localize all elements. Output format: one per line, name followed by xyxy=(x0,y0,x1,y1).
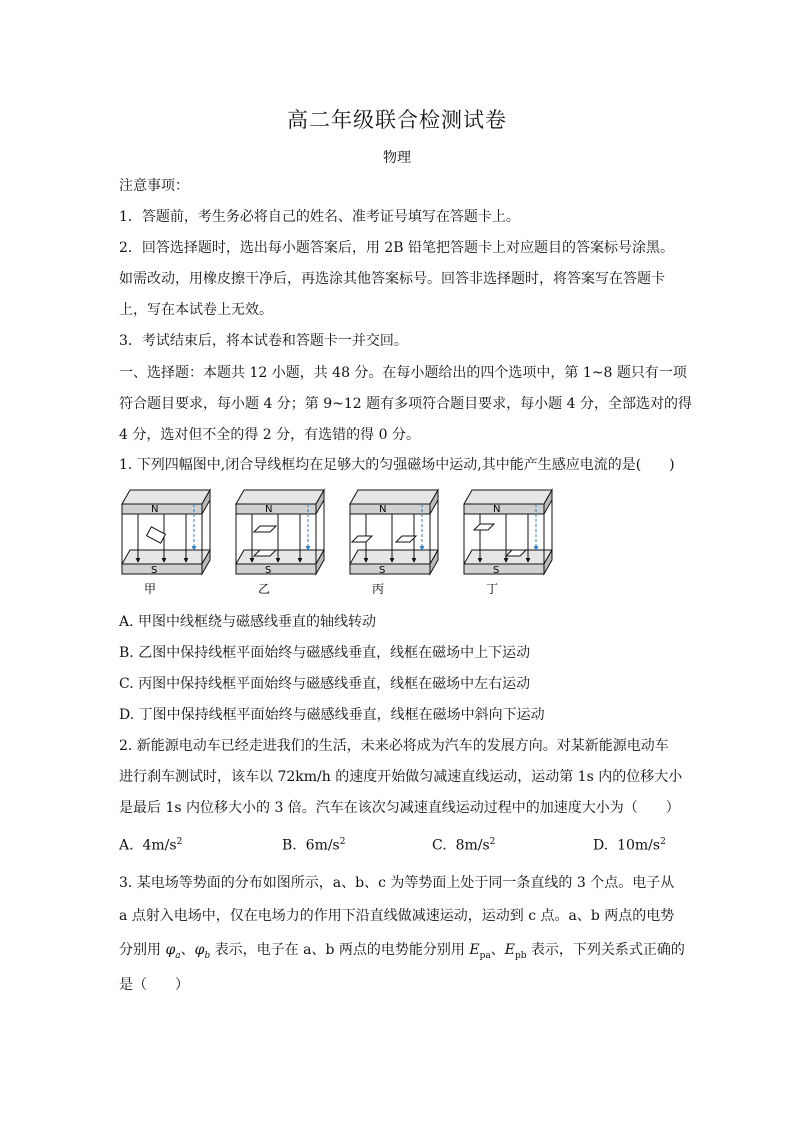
figure-caption: 丙 xyxy=(372,582,385,596)
question-3-stem: 分别用 $\varphi_a$、$\varphi_b$ 表示，电子在 a、b 两点的电势能分别用 $E_{pa}$、$E_{pb}$ 表示，下列关系式正确的 xyxy=(119,942,685,961)
q1-option-d: D. 丁图中保持线框平面始终与磁感线垂直，线框在磁场中斜向下运动 xyxy=(119,707,545,723)
pole-s-label: S xyxy=(379,565,386,576)
question-1-stem: 1. 下列四幅图中,闭合导线框均在足够大的匀强磁场中运动,其中能产生感应电流的是( ) xyxy=(119,457,675,473)
q2-option-b: B. $6m/s^2$ xyxy=(282,837,346,854)
pole-n-label: N xyxy=(493,504,501,515)
question-3-stem: 3. 某电场等势面的分布如图所示，a、b、c 为等势面上处于同一条直线的 3 个点。电子从 xyxy=(119,875,675,891)
pole-s-label: S xyxy=(265,565,272,576)
notice-item: 如需改动，用橡皮擦干净后，再选涂其他答案标号。回答非选择题时，将答案写在答题卡 xyxy=(119,271,665,287)
subject-label: 物理 xyxy=(383,150,411,166)
q2-option-c: C. $8m/s^2$ xyxy=(432,837,496,854)
question-2-stem: 进行刹车测试时，该车以 72km/h 的速度开始做匀减速直线运动，运动第 1s 内的位移大小 xyxy=(119,769,683,785)
section-instructions: 符合题目要求，每小题 4 分；第 9~12 题有多项符合题目要求，每小题 4 分，全部选对的得 xyxy=(119,396,692,412)
figure-ding xyxy=(464,490,552,596)
pole-s-label: S xyxy=(493,565,500,576)
pole-n-label: N xyxy=(265,504,273,515)
question-2-stem: 2. 新能源电动车已经走进我们的生活，未来必将成为汽车的发展方向。对某新能源电动车 xyxy=(119,738,669,754)
figure-bing xyxy=(350,490,438,596)
q1-option-a: A. 甲图中线框绕与磁感线垂直的轴线转动 xyxy=(119,614,377,630)
figure-yi xyxy=(236,490,324,596)
q2-option-d: D. $10m/s^2$ xyxy=(593,837,666,854)
figure-caption: 甲 xyxy=(144,582,157,596)
figure-caption: 丁 xyxy=(486,582,499,596)
q1-option-c: C. 丙图中保持线框平面始终与磁感线垂直，线框在磁场中左右运动 xyxy=(119,676,531,692)
notice-item: 上，写在本试卷上无效。 xyxy=(119,302,273,318)
notice-item: 2．回答选择题时，选出每小题答案后，用 2B 铅笔把答题卡上对应题目的答案标号涂黑。 xyxy=(119,240,675,256)
question-3-stem: 是（ ） xyxy=(119,977,189,993)
notice-heading: 注意事项： xyxy=(119,178,189,194)
q2-options xyxy=(119,837,679,859)
q2-option-a: A. $4m/s^2$ xyxy=(119,837,183,854)
figure-caption: 乙 xyxy=(258,582,271,596)
q1-magnet-figure xyxy=(118,484,558,599)
question-2-stem: 是最后 1s 内位移大小的 3 倍。汽车在该次匀减速直线运动过程中的加速度大小为（ ） xyxy=(119,800,680,816)
notice-item: 1．答题前，考生务必将自己的姓名、准考证号填写在答题卡上。 xyxy=(119,209,520,225)
pole-n-label: N xyxy=(151,504,159,515)
page-title: 高二年级联合检测试卷 xyxy=(287,108,507,132)
section-instructions: 4 分，选对但不全的得 2 分，有选错的得 0 分。 xyxy=(119,427,420,443)
section-instructions: 一、选择题：本题共 12 小题，共 48 分。在每小题给出的四个选项中，第 1~8 题只有一项 xyxy=(119,365,687,381)
notice-item: 3．考试结束后，将本试卷和答题卡一并交回。 xyxy=(119,333,408,349)
figure-jia xyxy=(122,490,210,596)
pole-s-label: S xyxy=(151,565,158,576)
question-3-stem: a 点射入电场中，仅在电场力的作用下沿直线做减速运动，运动到 c 点。a、b 两点的电势 xyxy=(119,908,675,924)
pole-n-label: N xyxy=(379,504,387,515)
q1-option-b: B. 乙图中保持线框平面始终与磁感线垂直，线框在磁场中上下运动 xyxy=(119,645,531,661)
